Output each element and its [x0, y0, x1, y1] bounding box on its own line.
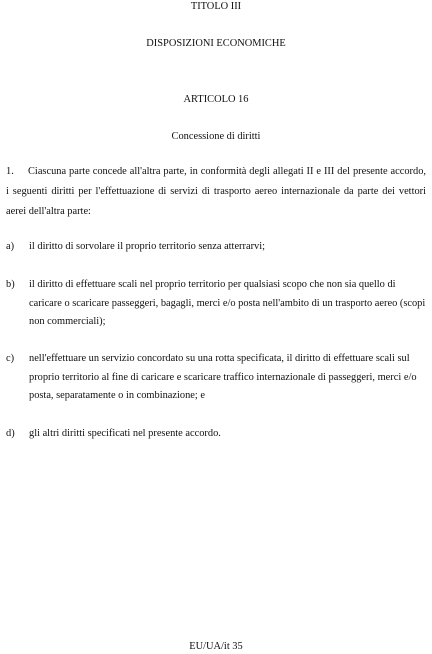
list-item-d: [6, 425, 426, 444]
list-item-marker: a): [6, 241, 15, 252]
list-item-text: il diritto di sorvolare il proprio territorio senza atterrarvi;: [29, 241, 266, 252]
article-title: Concessione di diritti: [171, 131, 261, 142]
title-part-heading: TITOLO III: [190, 1, 242, 12]
list-item-text: il diritto di effettuare scali nel proprio territorio per qualsiasi scopo che non sia quello di caricare o scaricare passeggeri, bagagli, merci e/o posta nell'ambito di un trasporto aereo (scopi non commerciali);: [29, 279, 426, 328]
article-heading: ARTICOLO 16: [183, 94, 249, 105]
list-item-marker: c): [6, 353, 15, 364]
page-footer-reference: EU/UA/it 35: [189, 641, 243, 652]
list-item-a: [6, 238, 426, 257]
list-item-text: gli altri diritti specificati nel presente accordo.: [29, 428, 221, 439]
paragraph-1: [6, 162, 426, 222]
list-item-c: [6, 350, 426, 406]
list-item-b: [6, 276, 426, 332]
list-item-marker: d): [6, 428, 15, 439]
subtitle-heading: DISPOSIZIONI ECONOMICHE: [146, 38, 286, 49]
paragraph-text: Ciascuna parte concede all'altra parte, in conformità degli allegati II e III del presente accordo, i seguenti diritti per l'effettuazione di servizi di trasporto aereo internazionale da parte dei vettori aerei dell'altra parte:: [6, 166, 426, 217]
list-item-text: nell'effettuare un servizio concordato su una rotta specificata, il diritto di effettuare scali sul proprio territorio al fine di caricare e scaricare traffico internazionale di passeggeri, merci e/o posta, separatamente o in combinazione; e: [29, 353, 417, 402]
paragraph-number: 1.: [6, 166, 14, 177]
list-item-marker: b): [6, 279, 15, 290]
